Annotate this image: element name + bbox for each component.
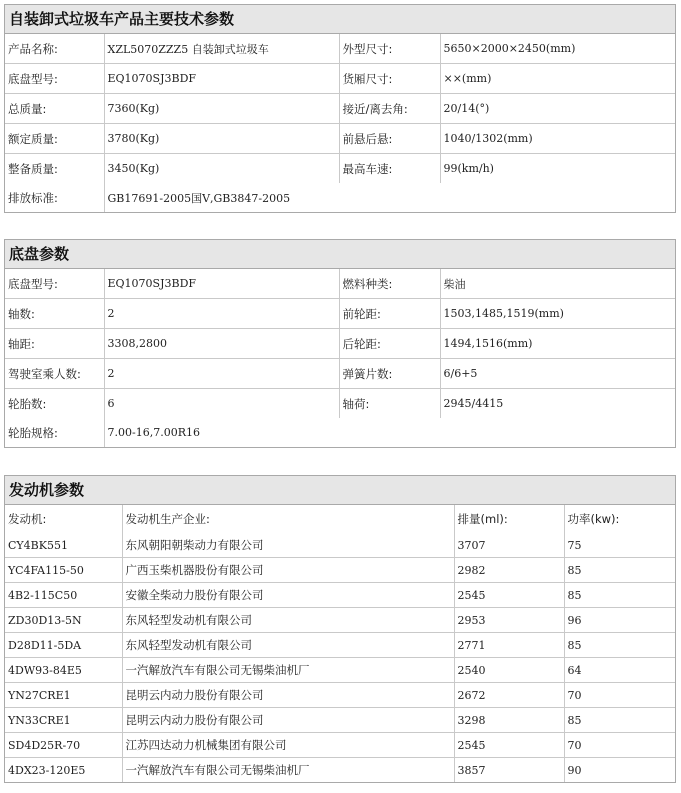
engine-power: 85 [564, 633, 675, 658]
engine-power: 90 [564, 758, 675, 783]
param-row [5, 124, 675, 154]
engine-power: 85 [564, 558, 675, 583]
param-label: 轴荷: [339, 389, 440, 419]
tire-spec-value: 7.00-16,7.00R16 [104, 418, 675, 447]
param-row [5, 329, 675, 359]
param-label: 弹簧片数: [339, 359, 440, 389]
engine-manufacturer: 江苏四达动力机械集团有限公司 [122, 733, 454, 758]
table-row [5, 658, 675, 683]
engine-displacement: 3298 [454, 708, 564, 733]
engine-model: 4B2-115C50 [5, 583, 122, 608]
param-value: 7360(Kg) [104, 94, 339, 124]
emission-value: GB17691-2005国Ⅴ,GB3847-2005 [104, 183, 675, 212]
engine-manufacturer: 昆明云内动力股份有限公司 [122, 683, 454, 708]
engine-model: ZD30D13-5N [5, 608, 122, 633]
engine-manufacturer: 东风轻型发动机有限公司 [122, 633, 454, 658]
engine-params-table [5, 505, 675, 782]
engine-manufacturer: 东风朝阳朝柴动力有限公司 [122, 533, 454, 558]
engine-manufacturer: 安徽全柴动力股份有限公司 [122, 583, 454, 608]
chassis-params-section [4, 239, 676, 448]
table-row [5, 758, 675, 783]
param-value: 1040/1302(mm) [440, 124, 675, 154]
engine-displacement: 3707 [454, 533, 564, 558]
column-header-displacement: 排量(ml): [454, 505, 564, 533]
param-value: 2945/4415 [440, 389, 675, 419]
emission-label: 排放标准: [5, 183, 104, 212]
engine-power: 85 [564, 708, 675, 733]
param-label: 整备质量: [5, 154, 104, 184]
param-row [5, 64, 675, 94]
param-value: 3308,2800 [104, 329, 339, 359]
table-row [5, 733, 675, 758]
column-header-power: 功率(kw): [564, 505, 675, 533]
param-label: 后轮距: [339, 329, 440, 359]
param-label: 接近/离去角: [339, 94, 440, 124]
param-value: ××(mm) [440, 64, 675, 94]
product-params-section [4, 4, 676, 213]
table-row [5, 558, 675, 583]
param-value: 1503,1485,1519(mm) [440, 299, 675, 329]
engine-manufacturer: 一汽解放汽车有限公司无锡柴油机厂 [122, 758, 454, 783]
engine-params-section [4, 475, 676, 783]
param-value: 柴油 [440, 269, 675, 299]
param-row [5, 154, 675, 184]
engine-model: 4DW93-84E5 [5, 658, 122, 683]
section-title: 发动机参数 [5, 476, 675, 505]
engine-displacement: 2771 [454, 633, 564, 658]
table-row [5, 583, 675, 608]
param-value: 6/6+5 [440, 359, 675, 389]
param-label: 总质量: [5, 94, 104, 124]
engine-model: D28D11-5DA [5, 633, 122, 658]
param-label: 前悬后悬: [339, 124, 440, 154]
param-value: 2 [104, 299, 339, 329]
param-label: 轮胎数: [5, 389, 104, 419]
param-row [5, 34, 675, 64]
param-value: XZL5070ZZZ5 自装卸式垃圾车 [104, 34, 339, 64]
engine-displacement: 2672 [454, 683, 564, 708]
engine-displacement: 2545 [454, 583, 564, 608]
engine-displacement: 2982 [454, 558, 564, 583]
engine-model: YN33CRE1 [5, 708, 122, 733]
tire-spec-row [5, 418, 675, 447]
table-row [5, 633, 675, 658]
param-label: 轴数: [5, 299, 104, 329]
param-label: 燃料种类: [339, 269, 440, 299]
param-label: 驾驶室乘人数: [5, 359, 104, 389]
engine-model: CY4BK551 [5, 533, 122, 558]
param-value: EQ1070SJ3BDF [104, 269, 339, 299]
engine-model: YC4FA115-50 [5, 558, 122, 583]
param-row [5, 94, 675, 124]
tire-spec-label: 轮胎规格: [5, 418, 104, 447]
engine-displacement: 2545 [454, 733, 564, 758]
param-value: 3450(Kg) [104, 154, 339, 184]
engine-displacement: 3857 [454, 758, 564, 783]
emission-row [5, 183, 675, 212]
param-label: 产品名称: [5, 34, 104, 64]
engine-power: 64 [564, 658, 675, 683]
table-row [5, 608, 675, 633]
param-label: 轴距: [5, 329, 104, 359]
engine-manufacturer: 东风轻型发动机有限公司 [122, 608, 454, 633]
engine-manufacturer: 广西玉柴机器股份有限公司 [122, 558, 454, 583]
table-row [5, 683, 675, 708]
param-label: 最高车速: [339, 154, 440, 184]
column-header-engine: 发动机: [5, 505, 122, 533]
param-label: 前轮距: [339, 299, 440, 329]
engine-power: 70 [564, 683, 675, 708]
table-row [5, 533, 675, 558]
param-value: 1494,1516(mm) [440, 329, 675, 359]
param-value: 5650×2000×2450(mm) [440, 34, 675, 64]
engine-power: 85 [564, 583, 675, 608]
param-row [5, 359, 675, 389]
engine-power: 70 [564, 733, 675, 758]
param-label: 底盘型号: [5, 269, 104, 299]
chassis-params-table [5, 269, 675, 447]
engine-model: YN27CRE1 [5, 683, 122, 708]
section-title: 底盘参数 [5, 240, 675, 269]
engine-model: 4DX23-120E5 [5, 758, 122, 783]
param-row [5, 299, 675, 329]
engine-model: SD4D25R-70 [5, 733, 122, 758]
param-label: 额定质量: [5, 124, 104, 154]
engine-displacement: 2953 [454, 608, 564, 633]
engine-power: 75 [564, 533, 675, 558]
param-label: 货厢尺寸: [339, 64, 440, 94]
product-params-table [5, 34, 675, 212]
param-row [5, 389, 675, 419]
param-value: 20/14(°) [440, 94, 675, 124]
param-value: 6 [104, 389, 339, 419]
engine-manufacturer: 一汽解放汽车有限公司无锡柴油机厂 [122, 658, 454, 683]
engine-power: 96 [564, 608, 675, 633]
param-label: 底盘型号: [5, 64, 104, 94]
param-value: 2 [104, 359, 339, 389]
param-value: 99(km/h) [440, 154, 675, 184]
column-header-manufacturer: 发动机生产企业: [122, 505, 454, 533]
engine-displacement: 2540 [454, 658, 564, 683]
engine-header-row [5, 505, 675, 533]
param-value: EQ1070SJ3BDF [104, 64, 339, 94]
engine-manufacturer: 昆明云内动力股份有限公司 [122, 708, 454, 733]
param-label: 外型尺寸: [339, 34, 440, 64]
param-value: 3780(Kg) [104, 124, 339, 154]
section-title: 自装卸式垃圾车产品主要技术参数 [5, 5, 675, 34]
param-row [5, 269, 675, 299]
table-row [5, 708, 675, 733]
